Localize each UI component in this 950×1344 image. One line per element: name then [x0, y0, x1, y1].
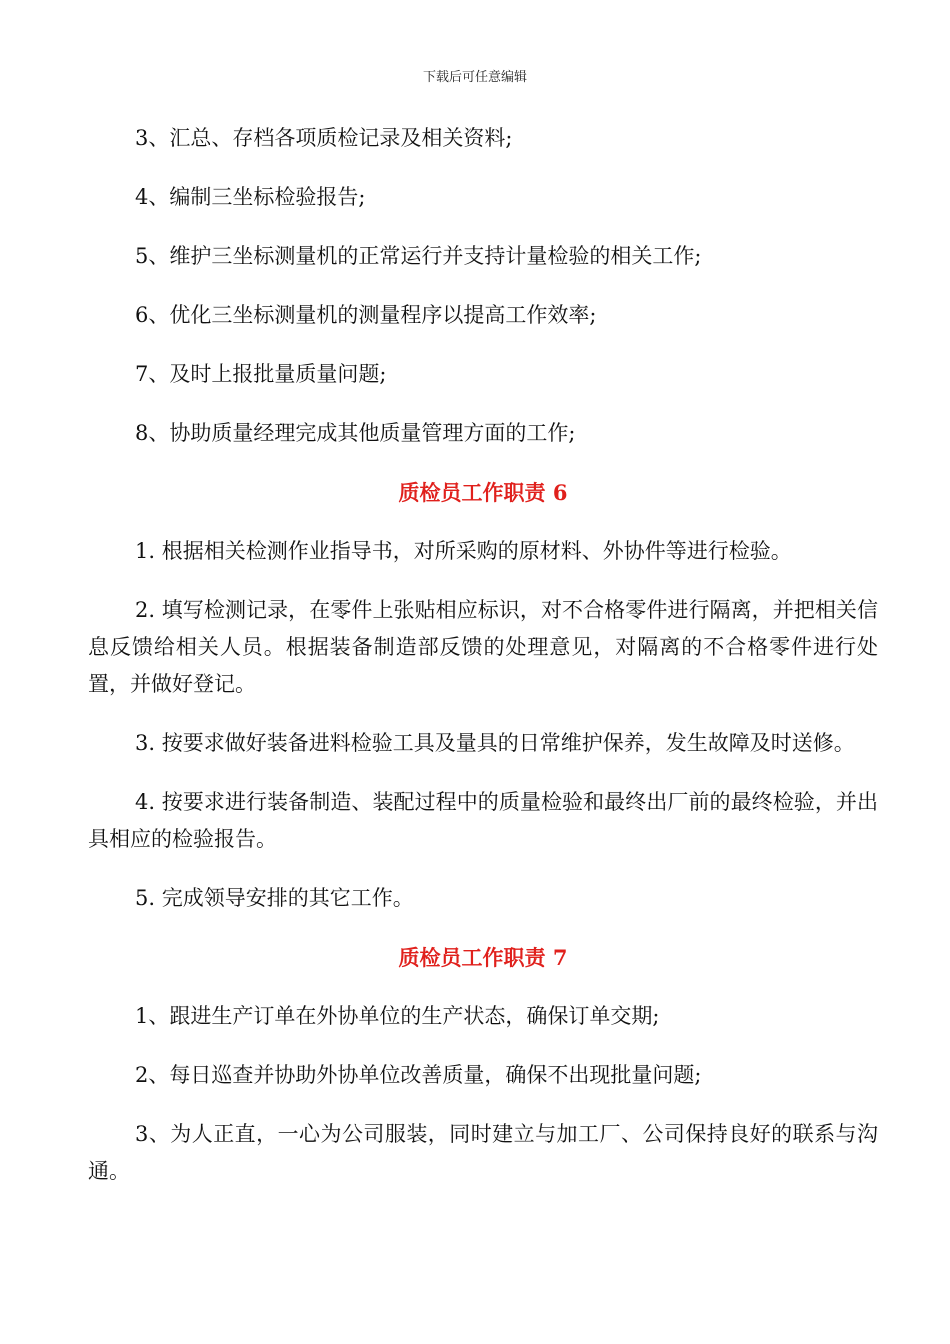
section-heading: 质检员工作职责 7	[398, 945, 568, 970]
document-body	[88, 120, 878, 1212]
list-item: 3. 按要求做好装备进料检验工具及量具的日常维护保养，发生故障及时送修。	[135, 731, 855, 755]
section-heading: 质检员工作职责 6	[398, 480, 568, 505]
list-item: 3、汇总、存档各项质检记录及相关资料;	[135, 126, 513, 150]
list-item: 3、为人正直，一心为公司服装，同时建立与加工厂、公司保持良好的联系与沟通。	[88, 1122, 878, 1183]
list-item: 8、协助质量经理完成其他质量管理方面的工作;	[135, 421, 576, 445]
list-item: 1. 根据相关检测作业指导书，对所采购的原材料、外协件等进行检验。	[135, 539, 792, 563]
list-item: 6、优化三坐标测量机的测量程序以提高工作效率;	[135, 303, 597, 327]
list-item: 5、维护三坐标测量机的正常运行并支持计量检验的相关工作;	[135, 244, 702, 268]
list-item: 1、跟进生产订单在外协单位的生产状态，确保订单交期;	[135, 1004, 660, 1028]
list-item: 4. 按要求进行装备制造、装配过程中的质量检验和最终出厂前的最终检验，并出具相应的检验报告。	[88, 790, 878, 851]
list-item: 7、及时上报批量质量问题;	[135, 362, 387, 386]
list-item: 4、编制三坐标检验报告;	[135, 185, 366, 209]
list-item: 2、每日巡查并协助外协单位改善质量，确保不出现批量问题;	[135, 1063, 702, 1087]
page-header: 下载后可任意编辑	[422, 70, 527, 85]
list-item: 5. 完成领导安排的其它工作。	[135, 886, 414, 910]
list-item: 2. 填写检测记录，在零件上张贴相应标识，对不合格零件进行隔离，并把相关信息反馈给相关人员。根据装备制造部反馈的处理意见，对隔离的不合格零件进行处置，并做好登记。	[88, 598, 878, 696]
